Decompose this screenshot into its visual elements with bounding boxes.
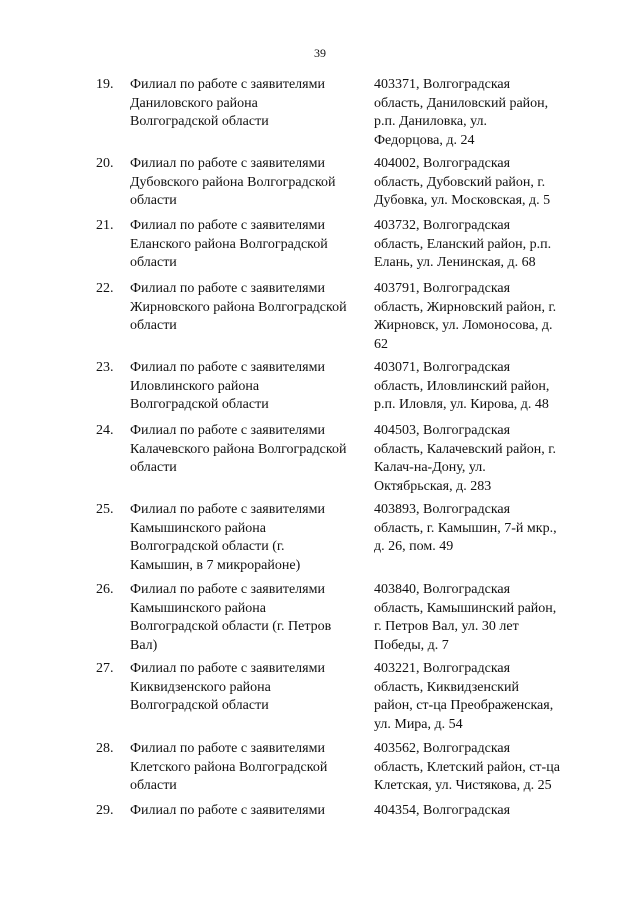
item-number: 19.: [96, 77, 114, 92]
item-number: 25.: [96, 502, 114, 517]
branch-name-line: Волгоградской области: [130, 698, 269, 713]
branch-name-line: Камышин, в 7 микрорайоне): [130, 557, 301, 573]
address-line: область, Еланский район, р.п.: [374, 236, 552, 252]
address-line: Победы, д. 7: [374, 637, 449, 653]
branch-address: [374, 76, 584, 150]
branch-name-line: Волгоградской области: [130, 397, 269, 412]
branch-address: [374, 280, 584, 354]
branch-name: [130, 280, 368, 336]
address-line: Клетская, ул. Чистякова, д. 25: [374, 778, 552, 793]
branch-name-line: Волгоградской области: [130, 114, 269, 129]
branch-name-line: Камышинского района: [130, 600, 267, 616]
address-line: область, Камышинский район,: [374, 600, 557, 616]
item-number: 28.: [96, 741, 114, 756]
branch-name-line: области: [130, 318, 177, 333]
address-line: д. 26, пом. 49: [374, 539, 454, 554]
branch-name-line: Филиал по работе с заявителями: [130, 803, 325, 818]
item-number: 22.: [96, 281, 114, 296]
item-number: 26.: [96, 582, 114, 597]
branch-name-line: Вал): [130, 637, 158, 653]
branch-name-line: Филиал по работе с заявителями: [130, 77, 325, 92]
branch-address: [374, 359, 584, 415]
address-line: 403893, Волгоградская: [374, 502, 511, 517]
branch-address: [374, 660, 584, 734]
branch-name-line: Филиал по работе с заявителями: [130, 502, 325, 517]
branch-name: [130, 740, 368, 796]
branch-name-line: области: [130, 255, 177, 270]
address-line: Дубовка, ул. Московская, д. 5: [374, 193, 551, 208]
branch-name-line: Филиал по работе с заявителями: [130, 741, 325, 756]
branch-name-line: Волгоградской области (г.: [130, 539, 285, 554]
address-line: г. Петров Вал, ул. 30 лет: [374, 619, 519, 634]
branch-name-line: Филиал по работе с заявителями: [130, 218, 325, 233]
branch-name-line: Камышинского района: [130, 520, 267, 536]
branch-name: [130, 581, 368, 655]
branch-address: [374, 501, 584, 557]
address-line: 403791, Волгоградская: [374, 281, 511, 296]
branch-name-line: Волгоградской области (г. Петров: [130, 619, 332, 634]
branch-name: [130, 76, 368, 132]
item-number: 29.: [96, 803, 114, 818]
address-line: р.п. Даниловка, ул.: [374, 114, 488, 129]
branch-name-line: Даниловского района: [130, 95, 258, 111]
branch-name-line: Калачевского района Волгоградской: [130, 441, 347, 457]
branch-name-line: Еланского района Волгоградской: [130, 236, 328, 252]
branch-name-line: Филиал по работе с заявителями: [130, 423, 325, 438]
branch-name: [130, 217, 368, 273]
address-line: область, Киквидзенский: [374, 679, 519, 695]
branch-name-line: Филиал по работе с заявителями: [130, 281, 325, 296]
branch-name-line: области: [130, 778, 177, 793]
branch-name-line: Филиал по работе с заявителями: [130, 661, 325, 676]
address-line: область, Даниловский район,: [374, 95, 549, 111]
branch-name: [130, 660, 368, 716]
address-line: Федорцова, д. 24: [374, 132, 475, 148]
branch-name-line: области: [130, 193, 177, 208]
address-line: район, ст-ца Преображенская,: [374, 698, 554, 713]
branch-name-line: Филиал по работе с заявителями: [130, 582, 325, 597]
branch-name: [130, 155, 368, 211]
branch-address: [374, 802, 584, 821]
address-line: Калач-на-Дону, ул.: [374, 460, 486, 475]
address-line: 404354, Волгоградская: [374, 803, 511, 818]
branch-name-line: Жирновского района Волгоградской: [130, 299, 347, 315]
address-line: область, Жирновский район, г.: [374, 299, 557, 315]
address-line: 403562, Волгоградская: [374, 741, 511, 756]
address-line: область, Калачевский район, г.: [374, 441, 556, 457]
address-line: ул. Мира, д. 54: [374, 716, 463, 732]
branch-address: [374, 155, 584, 211]
address-line: область, Клетский район, ст-ца: [374, 759, 560, 775]
branch-address: [374, 581, 584, 655]
address-line: 62: [374, 336, 388, 352]
address-line: Жирновск, ул. Ломоносова, д.: [374, 318, 553, 333]
item-number: 27.: [96, 661, 114, 676]
branch-name: [130, 802, 368, 821]
branch-address: [374, 422, 584, 496]
branch-name-line: Филиал по работе с заявителями: [130, 360, 325, 375]
branch-name-line: Иловлинского района: [130, 378, 260, 394]
address-line: р.п. Иловля, ул. Кирова, д. 48: [374, 397, 549, 412]
address-line: Елань, ул. Ленинская, д. 68: [374, 255, 536, 270]
item-number: 21.: [96, 218, 114, 233]
page-number: 39: [314, 46, 326, 60]
address-line: 403071, Волгоградская: [374, 360, 511, 375]
address-line: 403840, Волгоградская: [374, 582, 511, 597]
address-line: 404002, Волгоградская: [374, 156, 511, 171]
address-line: область, г. Камышин, 7-й мкр.,: [374, 520, 557, 536]
address-line: 403371, Волгоградская: [374, 77, 511, 92]
branch-name-line: Филиал по работе с заявителями: [130, 156, 325, 171]
branch-name: [130, 359, 368, 415]
branch-name-line: Клетского района Волгоградской: [130, 759, 328, 775]
branch-name-line: Дубовского района Волгоградской: [130, 174, 336, 190]
item-number: 20.: [96, 156, 114, 171]
branch-name-line: Киквидзенского района: [130, 679, 271, 695]
branch-name: [130, 501, 368, 575]
address-line: 403732, Волгоградская: [374, 218, 511, 233]
branch-name: [130, 422, 368, 478]
branch-address: [374, 217, 584, 273]
address-line: область, Иловлинский район,: [374, 378, 550, 394]
item-number: 23.: [96, 360, 114, 375]
item-number: 24.: [96, 423, 114, 438]
branch-name-line: области: [130, 460, 177, 475]
address-line: 404503, Волгоградская: [374, 423, 511, 438]
address-line: Октябрьская, д. 283: [374, 478, 492, 494]
address-line: 403221, Волгоградская: [374, 661, 511, 676]
branch-address: [374, 740, 584, 796]
address-line: область, Дубовский район, г.: [374, 174, 546, 190]
